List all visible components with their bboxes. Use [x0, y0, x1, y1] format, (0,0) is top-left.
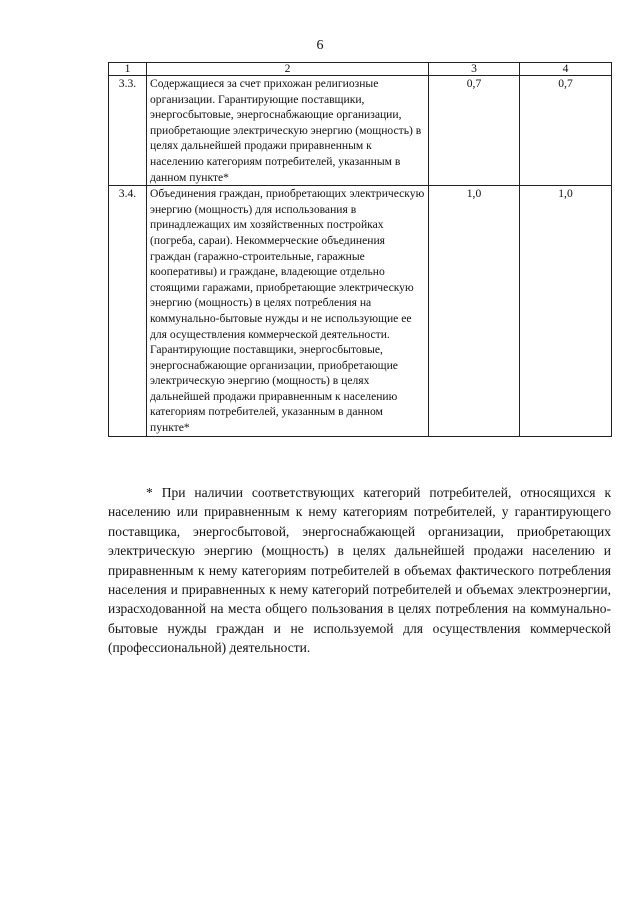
row-description: Объединения граждан, приобретающих электрическую энергию (мощность) для использования в принадлежащих им хозяйственных постройках (погреба, сараи). Некоммерческие объединения граждан (гаражно-строительные, гаражные кооперативы) и граждане, владеющие отдельно стоящими гаражами, приобретающие электрическую энергию (мощность) в целях потребления на коммунально-бытовые нужды и не использующие ее для осуществления коммерческой деятельности. Гарантирующие поставщики, энергосбытовые, энергоснабжающие организации, приобретающие электрическую энергию (мощность) в целях дальнейшей продажи приравненным к населению категориям потребителей, указанным в данном пункте*	[147, 186, 429, 437]
column-header: 3	[429, 63, 520, 76]
row-value-col4: 0,7	[520, 76, 612, 186]
column-header: 1	[109, 63, 147, 76]
row-description: Содержащиеся за счет прихожан религиозные организации. Гарантирующие поставщики, энергосбытовые, энергоснабжающие организации, приобретающие электрическую энергию (мощность) в целях дальнейшей продажи приравненным к населению категориям потребителей, указанным в данном пункте*	[147, 76, 429, 186]
table-header-row	[109, 63, 612, 76]
row-value-col3: 1,0	[429, 186, 520, 437]
row-number: 3.3.	[109, 76, 147, 186]
row-value-col4: 1,0	[520, 186, 612, 437]
row-value-col3: 0,7	[429, 76, 520, 186]
page-number: 6	[316, 38, 324, 53]
footnote: * При наличии соответствующих категорий потребителей, относящихся к населению или приравненным к нему категориям потребителей, у гарантирующего поставщика, энергосбытовой, энергоснабжающей организации, приобретающих электрическую энергию (мощность) в целях дальнейшей продажи населению и приравненным к нему категориям потребителей в объемах фактического потребления населения и приравненных к нему категорий потребителей и объемах электроэнергии, израсходованной на места общего пользования в целях потребления на коммунально-бытовые нужды граждан и не используемой для осуществления коммерческой (профессиональной) деятельности.	[108, 485, 611, 656]
table-row	[109, 186, 612, 437]
table-row	[109, 76, 612, 186]
column-header: 2	[147, 63, 429, 76]
row-number: 3.4.	[109, 186, 147, 437]
tariff-table	[108, 62, 612, 437]
column-header: 4	[520, 63, 612, 76]
